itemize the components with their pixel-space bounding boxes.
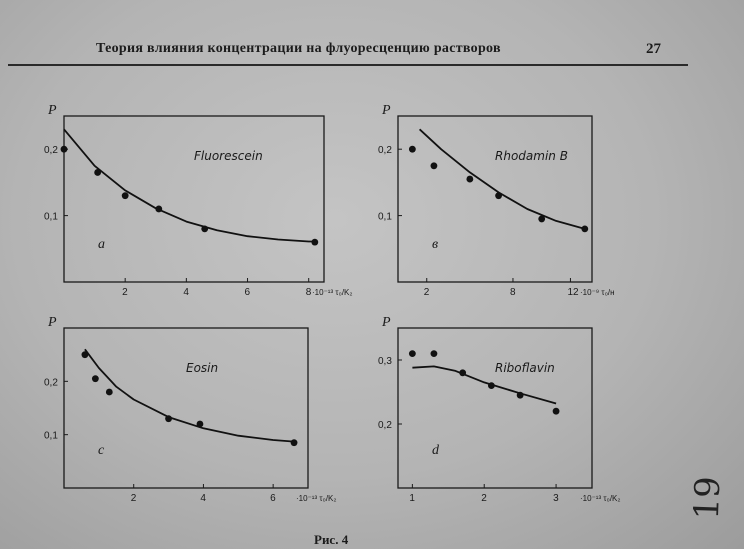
plot-frame (64, 116, 324, 282)
data-point (92, 375, 99, 382)
panel-4 (378, 315, 620, 504)
fit-curve (64, 129, 315, 241)
data-point (94, 169, 101, 176)
x-tick-label: 6 (244, 287, 251, 298)
panel-2 (378, 103, 615, 298)
x-tick-label: 4 (200, 493, 206, 504)
x-tick-label: 1 (409, 493, 415, 504)
x-tick-label: 12 (567, 287, 579, 298)
x-tick-label: 2 (130, 493, 137, 504)
y-axis-label: P (382, 103, 391, 118)
plot-frame (64, 328, 308, 488)
data-point (61, 146, 68, 153)
x-tick-label: 2 (122, 287, 128, 298)
data-point (311, 239, 318, 246)
data-point (155, 206, 162, 213)
data-point (197, 421, 204, 428)
data-point (459, 369, 466, 376)
y-tick-label: 0,2 (44, 377, 58, 389)
panel-3 (44, 315, 336, 504)
page-number: 27 (646, 41, 661, 57)
y-tick-label: 0,1 (378, 211, 392, 223)
data-point (517, 392, 524, 399)
x-tick-label: 8 (509, 287, 516, 298)
plot-frame (398, 328, 592, 488)
fit-curve (420, 129, 585, 229)
x-tick-label: 4 (183, 287, 189, 298)
y-tick-label: 0,1 (44, 211, 58, 223)
y-tick-label: 0,1 (44, 430, 58, 442)
data-point (581, 225, 588, 232)
data-point (122, 192, 129, 199)
panel-1 (44, 103, 352, 298)
x-tick-label: 6 (270, 493, 276, 504)
y-tick-label: 0,2 (378, 145, 392, 157)
data-point (538, 216, 545, 223)
data-point (488, 382, 495, 389)
x-tick-label: 2 (481, 493, 487, 504)
panel-letter: d (432, 443, 439, 458)
y-axis-label: P (48, 103, 57, 118)
data-point (106, 389, 113, 396)
y-axis-label: P (382, 315, 391, 330)
panel-title: Fluorescein (194, 149, 263, 163)
panel-letter: c (98, 443, 105, 458)
x-axis-unit: ·10⁻¹³ τ₀/K₂ (296, 494, 337, 503)
panel-title: Eosin (186, 361, 219, 375)
data-point (291, 439, 298, 446)
figure-caption: Рис. 4 (314, 532, 349, 547)
data-point (431, 162, 438, 169)
y-tick-label: 0,2 (378, 420, 392, 431)
panel-letter: a (98, 237, 105, 252)
x-axis-unit: ·10⁻¹³ τ₀/K₂ (580, 494, 621, 503)
data-point (553, 408, 560, 415)
x-tick-label: 8 (305, 287, 312, 298)
x-axis-unit: ·10⁻¹³ τ₀/K₂ (312, 288, 353, 297)
data-point (495, 192, 502, 199)
data-point (82, 351, 89, 358)
x-tick-label: 2 (423, 287, 430, 298)
data-point (409, 350, 416, 357)
panel-title: Riboflavin (495, 361, 555, 375)
plot-frame (398, 116, 592, 282)
data-point (431, 350, 438, 357)
data-point (201, 225, 208, 232)
data-point (409, 146, 416, 153)
data-point (466, 176, 473, 183)
y-tick-label: 0,3 (378, 356, 392, 367)
panel-letter: в (432, 237, 439, 252)
x-tick-label: 3 (553, 493, 559, 504)
y-tick-label: 0,2 (44, 145, 58, 157)
data-point (165, 415, 172, 422)
x-axis-unit: ·10⁻⁹ τ₀/н (580, 288, 615, 297)
y-axis-label: P (48, 315, 57, 330)
panel-title: Rhodamin B (495, 149, 568, 163)
page-header: Теория влияния концентрации на флуоресценцию растворов (96, 41, 501, 56)
handwritten-mark: 19 (686, 475, 729, 521)
